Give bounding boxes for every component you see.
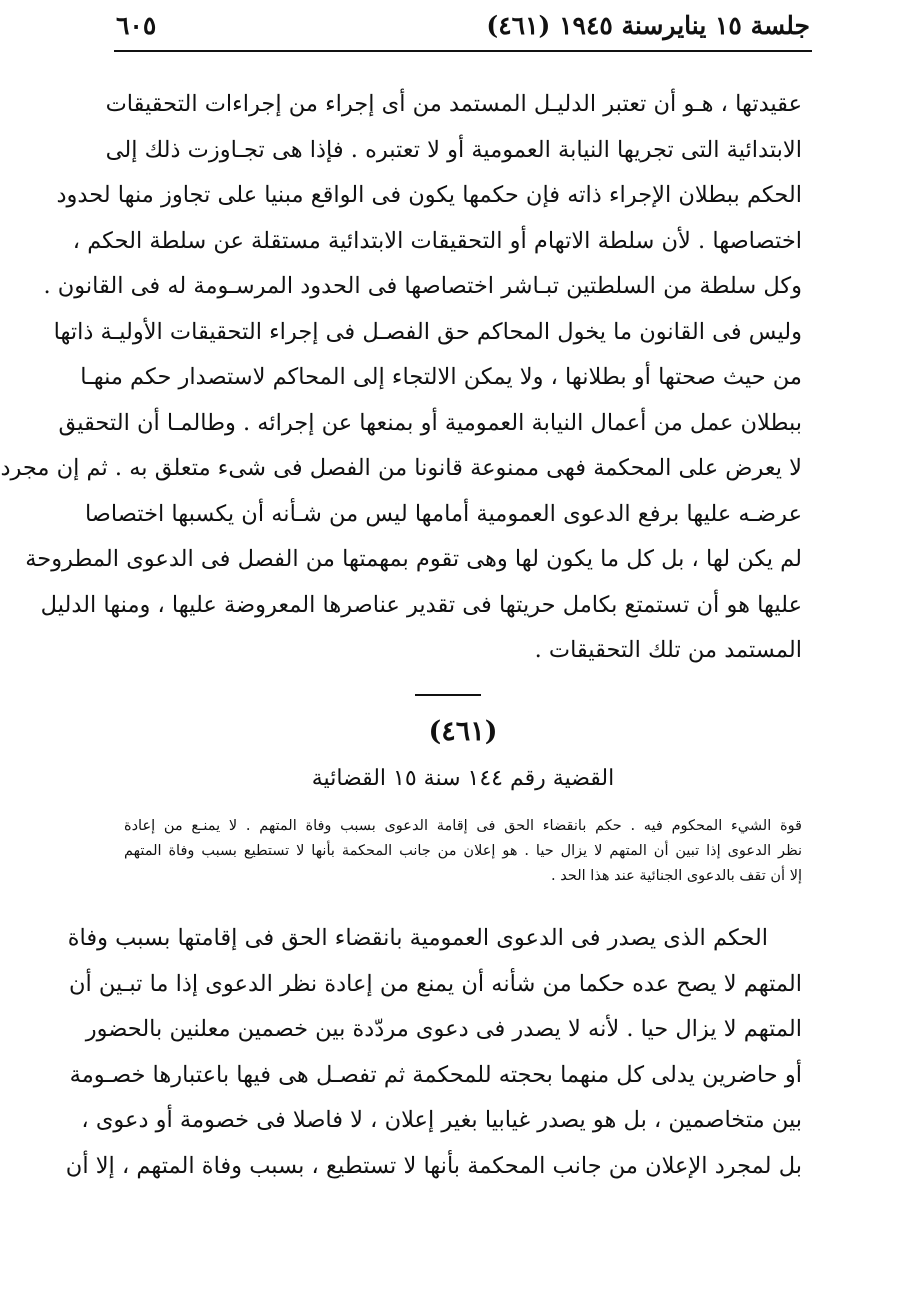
text-line: لم يكن لها ، بل كل ما يكون لها وهى تقوم بمهمتها من الفصل فى الدعوى المطروحة [25, 546, 802, 572]
page-number: ٦٠٥ [116, 10, 157, 40]
text-line: عليها هو أن تستمتع بكامل حريتها فى تقدير عناصرها المعروضة عليها ، ومنها الدليل [40, 591, 802, 618]
text-line: عقيدتها ، هـو أن تعتبر الدليـل المستمد من أى إجراء من إجراءات التحقيقات [105, 91, 802, 117]
text-line: الابتدائية التى تجريها النيابة العمومية أو لا تعتبره . فإذا هى تجـاوزت ذلك إلى [105, 136, 802, 163]
header-title: جلسة ١٥ ينايرسنة ١٩٤٥ (٤٦١) [486, 10, 810, 40]
summary-line: نظر الدعوى إذا تبين أن المتهم لا يزال حيا . هو إعلان من جانب المحكمة بأنها لا تستطيع بسبب وفاة المتهم [124, 843, 802, 859]
ruling-line: المتهم لا يصح عده حكما من شأنه أن يمنع من إعادة نظر الدعوى إذا ما تبـين أن [68, 970, 802, 997]
page-header [116, 6, 810, 44]
header-rule [114, 50, 812, 52]
summary-line: قوة الشيء المحكوم فيه . حكم بانقضاء الحق فى إقامة الدعوى بسبب وفاة المتهم . لا يمنـع من إعادة [124, 818, 802, 834]
text-line: من حيث صحتها أو بطلانها ، ولا يمكن الالتجاء إلى المحاكم لاستصدار حكم منهـا [80, 364, 802, 390]
case-summary [124, 814, 802, 889]
text-line: عرضـه عليها برفع الدعوى العمومية أمامها ليس من شـأنه أن يكسبها اختصاصا [84, 500, 802, 527]
text-line: وكل سلطة من السلطتين تبـاشر اختصاصها فى الحدود المرسـومة له فى القانون . [43, 273, 802, 299]
text-line: اختصاصها . لأن سلطة الاتهام أو التحقيقات الابتدائية مستقلة عن سلطة الحكم ، [72, 227, 802, 254]
ruling-line: بين متخاصمين ، بل هو يصدر غيابيا بغير إعلان ، لا فاصلا فى خصومة أو دعوى ، [81, 1107, 802, 1133]
text-line: المستمد من تلك التحقيقات . [534, 637, 802, 663]
ruling-line: أو حاضرين يدلى كل منهما بحجته للمحكمة ثم تفصـل هى فيها باعتبارها خصـومة [69, 1061, 802, 1088]
text-line: لا يعرض على المحكمة فهى ممنوعة قانونا من الفصل فى شىء متعلق به . ثم إن مجرد [0, 455, 802, 481]
text-line: الحكم ببطلان الإجراء ذاته فإن حكمها يكون فى الواقع مبنيا على تجاوز منها لحدود [56, 182, 802, 208]
text-line: ببطلان عمل من أعمال النيابة العمومية أو بمنعها عن إجرائه . وطالمـا أن التحقيق [58, 409, 802, 436]
case-number: (٤٦١) [428, 716, 498, 747]
body-paragraph [0, 82, 802, 674]
ruling-line: بل لمجرد الإعلان من جانب المحكمة بأنها لا تستطيع ، بسبب وفاة المتهم ، إلا أن [65, 1152, 802, 1179]
section-separator [415, 694, 481, 696]
ruling-paragraph [65, 916, 802, 1189]
ruling-line: المتهم لا يزال حيا . لأنه لا يصدر فى دعوى مردّدة بين خصمين معلنين بالحضور [85, 1016, 802, 1042]
case-subtitle: القضية رقم ١٤٤ سنة ١٥ القضائية [311, 766, 615, 791]
text-line: وليس فى القانون ما يخول المحاكم حق الفصـل فى إجراء التحقيقات الأوليـة ذاتها [53, 318, 802, 345]
summary-line: إلا أن تقف بالدعوى الجنائية عند هذا الحد . [551, 868, 802, 884]
ruling-line: الحكم الذى يصدر فى الدعوى العمومية بانقضاء الحق فى إقامتها بسبب وفاة [67, 925, 768, 951]
